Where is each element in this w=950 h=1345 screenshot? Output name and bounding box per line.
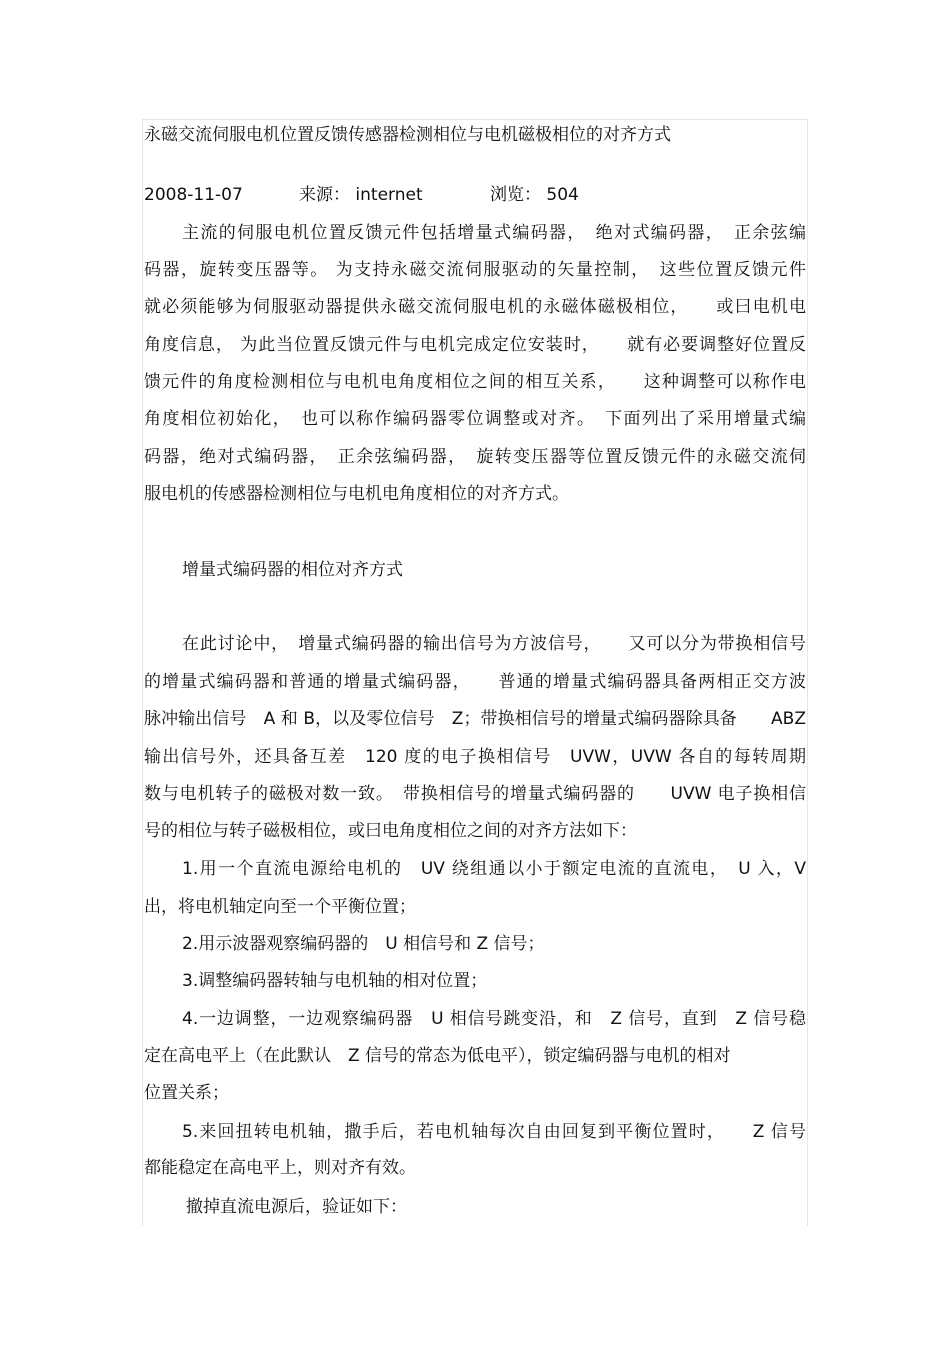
step2: 2.用示波器观察编码器的 U 相信号和 Z 信号；: [182, 934, 545, 954]
para1-line-2: 码器，旋转变压器等。 为支持永磁交流伺服驱动的矢量控制， 这些位置反馈元件: [144, 260, 806, 280]
para1-line-3: 就必须能够为伺服驱动器提供永磁交流伺服电机的永磁体磁极相位， 或曰电机电: [144, 297, 806, 317]
step5-line-1: 5.来回扭转电机轴，撒手后，若电机轴每次自由回复到平衡位置时， Z 信号: [182, 1122, 806, 1142]
section-heading: 增量式编码器的相位对齐方式: [182, 560, 403, 580]
para2-line-4: 输出信号外，还具备互差 120 度的电子换相信号 UVW，UVW 各自的每转周期: [144, 747, 806, 767]
closing-line: 撤掉直流电源后，验证如下：: [186, 1197, 407, 1217]
para1-line-7: 码器，绝对式编码器， 正余弦编码器， 旋转变压器等位置反馈元件的永磁交流伺: [144, 447, 806, 467]
step5-line-2: 都能稳定在高电平上，则对齐有效。: [144, 1158, 416, 1178]
para2-line-5: 数与电机转子的磁极对数一致。 带换相信号的增量式编码器的 UVW 电子换相信: [144, 784, 806, 804]
para1-line-1: 主流的伺服电机位置反馈元件包括增量式编码器， 绝对式编码器， 正余弦编: [182, 223, 806, 243]
doc-title: 永磁交流伺服电机位置反馈传感器检测相位与电机磁极相位的对齐方式: [144, 125, 671, 145]
step4-line-2: 定在高电平上（在此默认 Z 信号的常态为低电平），锁定编码器与电机的相对: [144, 1046, 731, 1066]
step3: 3.调整编码器转轴与电机轴的相对位置；: [182, 971, 488, 991]
para2-line-3: 脉冲输出信号 A 和 B，以及零位信号 Z；带换相信号的增量式编码器除具备 ABZ: [144, 709, 806, 729]
para2-line-2: 的增量式编码器和普通的增量式编码器， 普通的增量式编码器具备两相正交方波: [144, 672, 806, 692]
step1-line-2: 出，将电机轴定向至一个平衡位置；: [144, 897, 416, 917]
para1-line-4: 角度信息， 为此当位置反馈元件与电机完成定位安装时， 就有必要调整好位置反: [144, 335, 806, 355]
step1-line-1: 1.用一个直流电源给电机的 UV 绕组通以小于额定电流的直流电， U 入，V: [182, 859, 806, 879]
meta-date: 2008-11-07: [144, 185, 243, 205]
meta-source: 来源： internet: [299, 185, 423, 205]
para2-line-6: 号的相位与转子磁极相位，或曰电角度相位之间的对齐方法如下：: [144, 821, 637, 841]
para1-line-6: 角度相位初始化， 也可以称作编码器零位调整或对齐。 下面列出了采用增量式编: [144, 409, 806, 429]
step4-line-3: 位置关系；: [144, 1083, 229, 1103]
doc-meta: [144, 183, 806, 207]
para1-line-8: 服电机的传感器检测相位与电机电角度相位的对齐方式。: [144, 484, 569, 504]
para1-line-5: 馈元件的角度检测相位与电机电角度相位之间的相互关系， 这种调整可以称作电: [144, 372, 806, 392]
meta-views: 浏览： 504: [490, 185, 579, 205]
para2-line-1: 在此讨论中， 增量式编码器的输出信号为方波信号， 又可以分为带换相信号: [182, 634, 806, 654]
step4-line-1: 4.一边调整，一边观察编码器 U 相信号跳变沿，和 Z 信号，直到 Z 信号稳: [182, 1009, 806, 1029]
